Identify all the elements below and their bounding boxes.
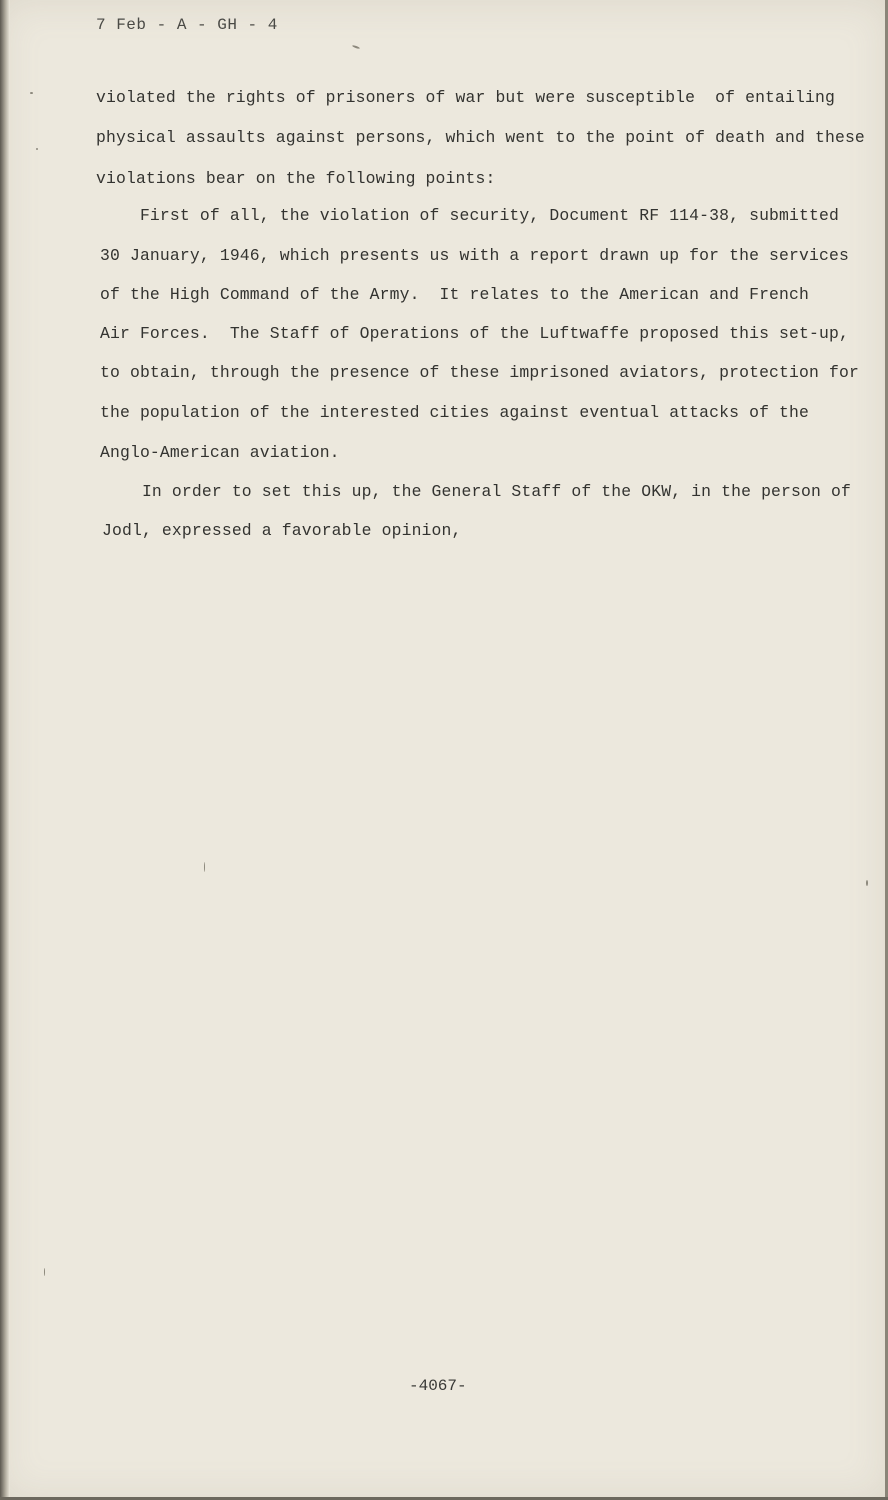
body-line-3: violations bear on the following points: <box>96 169 496 188</box>
body-line-1: violated the rights of prisoners of war but were susceptible of entailing <box>96 88 835 107</box>
body-line-7: Air Forces. The Staff of Operations of the Luftwaffe proposed this set-up, <box>100 324 849 343</box>
body-line-12: Jodl, expressed a favorable opinion, <box>102 521 462 540</box>
paper-speck <box>204 862 205 872</box>
body-line-2: physical assaults against persons, which went to the point of death and these <box>96 128 865 147</box>
page-header-reference: 7 Feb - A - GH - 4 <box>96 16 278 34</box>
body-line-8: to obtain, through the presence of these imprisoned aviators, protection for <box>100 363 859 382</box>
paper-speck <box>30 92 33 94</box>
body-line-4: First of all, the violation of security, Document RF 114-38, submitted <box>100 206 839 225</box>
page-number: -4067- <box>409 1377 467 1395</box>
paper-speck <box>352 45 360 50</box>
body-line-11: In order to set this up, the General Staff of the OKW, in the person of <box>102 482 851 501</box>
body-line-5: 30 January, 1946, which presents us with a report drawn up for the services <box>100 246 849 265</box>
body-line-10: Anglo-American aviation. <box>100 443 340 462</box>
body-line-6: of the High Command of the Army. It relates to the American and French <box>100 285 810 304</box>
body-line-9: the population of the interested cities against eventual attacks of the <box>100 403 810 422</box>
page-left-edge <box>0 0 10 1500</box>
paper-speck <box>36 148 38 150</box>
paper-speck <box>44 1268 45 1276</box>
paper-speck <box>866 880 868 886</box>
